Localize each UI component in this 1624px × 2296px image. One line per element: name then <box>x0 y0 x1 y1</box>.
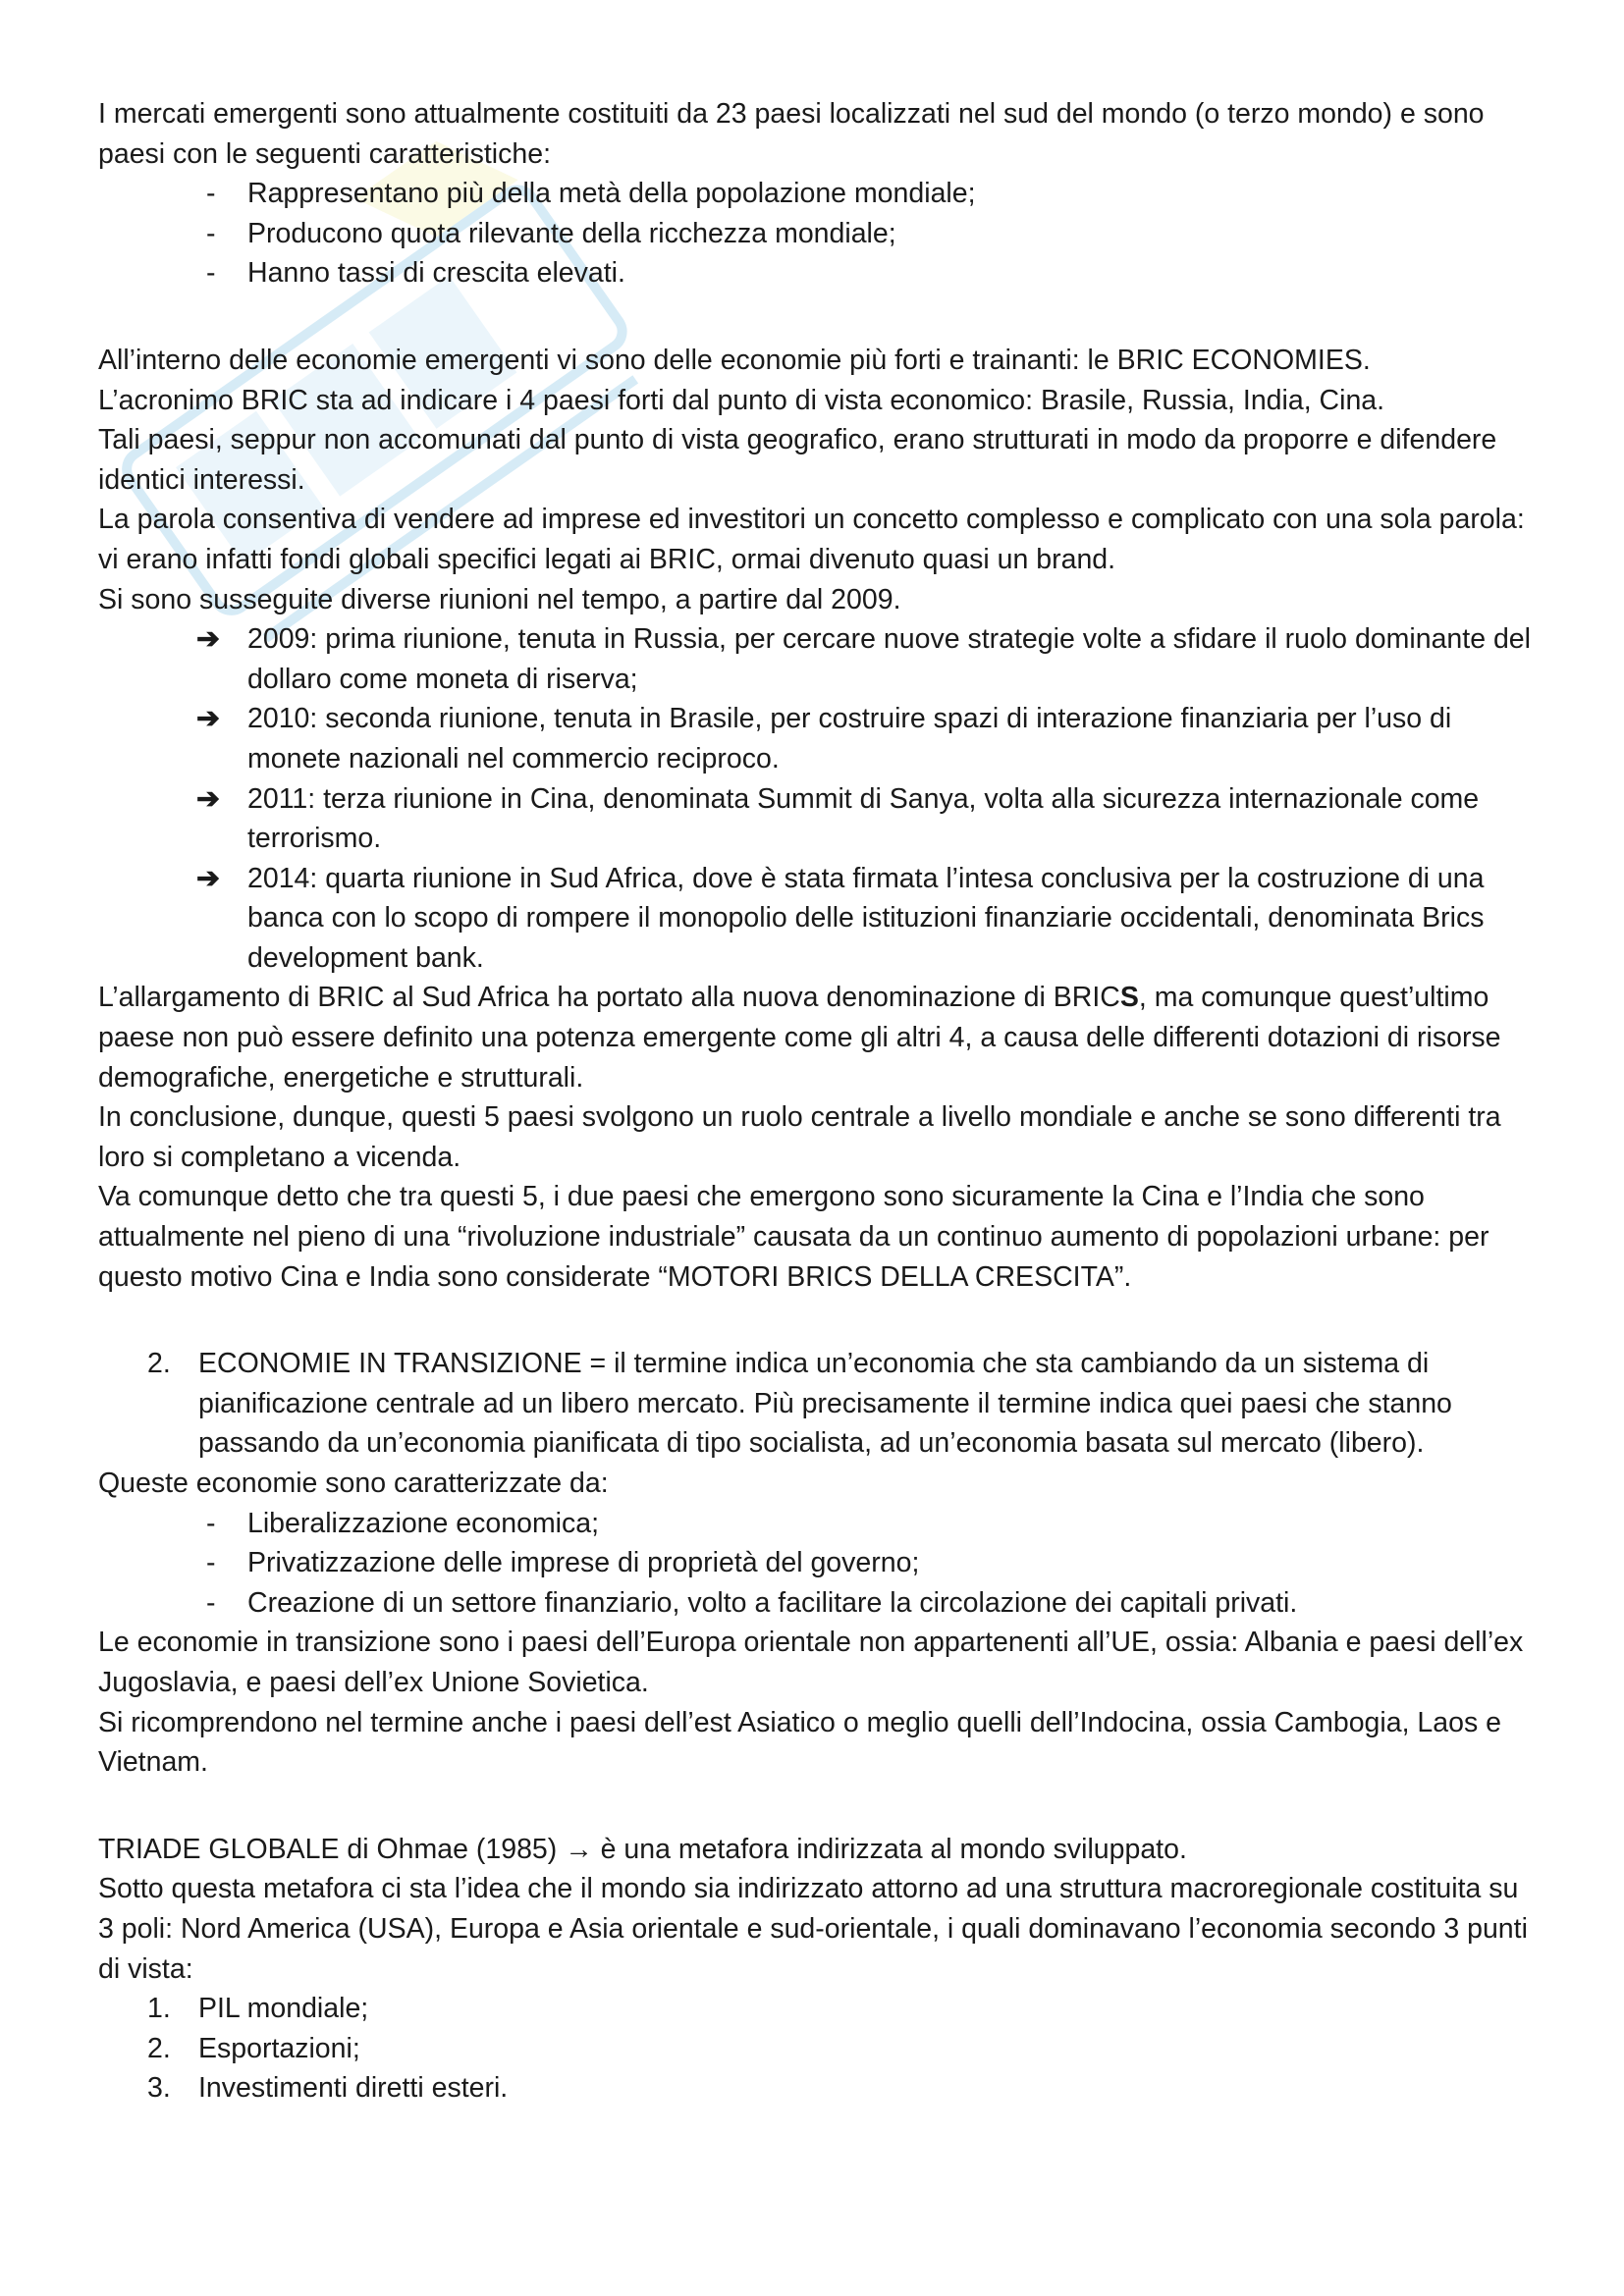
dash-marker: - <box>206 1586 216 1619</box>
document-body <box>98 94 1542 2109</box>
list-item: 2. ECONOMIE IN TRANSIZIONE = il termine indica un’economia che sta cambiando da un sistema di pianificazione centrale ad un libero mercato. Più precisamente il termine indica quei paesi che stanno passando da un’economia pianificata di tipo socialista, ad un’economia basata sul mercato (libero). <box>98 1344 1542 1464</box>
triad-description-paragraph: Sotto questa metafora ci sta l’idea che il mondo sia indirizzato attorno ad una struttura macroregionale costituita su 3 poli: Nord America (USA), Europa e Asia orientale e sud-orientale, i quali dominavano l’economia secondo 3 punti di vista: <box>98 1873 1528 1985</box>
triad-points-list <box>98 1989 1542 2109</box>
list-item: - Hanno tassi di crescita elevati. <box>98 253 1542 294</box>
arrow-icon: ➔ <box>196 623 220 656</box>
transition-intro: Queste economie sono caratterizzate da: <box>98 1468 609 1499</box>
dash-marker: - <box>206 1507 216 1539</box>
transition-section <box>98 1344 1542 1464</box>
list-number: 2. <box>147 2032 171 2064</box>
brics-growth-paragraph: Va comunque detto che tra questi 5, i due paesi che emergono sono sicuramente la Cina e l’India che sono attualmente nel pieno di una “rivoluzione industriale” causata da un continuo aumento di popolazioni urbane: per questo motivo Cina e India sono considerate “MOTORI BRICS DELLA CRESCITA”. <box>98 1181 1489 1293</box>
triad-title-paragraph: TRIADE GLOBALE di Ohmae (1985) → è una metafora indirizzata al mondo sviluppato. <box>98 1833 1187 1865</box>
list-item: ➔ 2009: prima riunione, tenuta in Russia, per cercare nuove strategie volte a sfidare il ruolo dominante del dollaro come moneta di riserva; <box>98 619 1542 699</box>
bric-geography-paragraph: Tali paesi, seppur non accomunati dal punto di vista geografico, erano strutturati in modo da proporre e difendere identici interessi. <box>98 424 1497 496</box>
dash-marker: - <box>206 217 216 249</box>
list-item: 2. Esportazioni; <box>98 2029 1542 2069</box>
list-item: ➔ 2010: seconda riunione, tenuta in Brasile, per costruire spazi di interazione finanziaria per l’uso di monete nazionali nel commercio reciproco. <box>98 699 1542 778</box>
intro-paragraph: I mercati emergenti sono attualmente costituiti da 23 paesi localizzati nel sud del mondo (o terzo mondo) e sono paesi con le seguenti caratteristiche: <box>98 98 1485 170</box>
bric-brand-paragraph: La parola consentiva di vendere ad imprese ed investitori un concetto complesso e complicato con una sola parola: vi erano infatti fondi globali specifici legati ai BRIC, ormai divenuto quasi un brand. <box>98 504 1525 575</box>
list-item: 1. PIL mondiale; <box>98 1989 1542 2029</box>
list-item: ➔ 2014: quarta riunione in Sud Africa, dove è stata firmata l’intesa conclusiva per la costruzione di una banca con lo scopo di rompere il monopolio delle istituzioni finanziarie occidentali, denominata Brics development bank. <box>98 859 1542 979</box>
arrow-icon: ➔ <box>196 703 220 735</box>
list-item: - Creazione di un settore finanziario, volto a facilitare la circolazione dei capitali privati. <box>98 1583 1542 1624</box>
transition-traits-list <box>98 1504 1542 1624</box>
list-item: - Producono quota rilevante della ricchezza mondiale; <box>98 214 1542 254</box>
brics-enlargement-paragraph: L’allargamento di BRIC al Sud Africa ha portato alla nuova denominazione di BRICS, ma comunque quest’ultimo paese non può essere definito una potenza emergente come gli altri 4, a causa delle differenti dotazioni di risorse demografiche, energetiche e strutturali. <box>98 982 1501 1094</box>
bric-paragraph: All’interno delle economie emergenti vi sono delle economie più forti e trainanti: le BRIC ECONOMIES. <box>98 344 1371 376</box>
dash-marker: - <box>206 1547 216 1579</box>
bric-acronym-paragraph: L’acronimo BRIC sta ad indicare i 4 paesi forti dal punto di vista economico: Brasile, Russia, India, Cina. <box>98 384 1385 416</box>
bric-meetings-list <box>98 619 1542 978</box>
arrow-icon: ➔ <box>196 862 220 894</box>
list-item: ➔ 2011: terza riunione in Cina, denominata Summit di Sanya, volta alla sicurezza internazionale come terrorismo. <box>98 779 1542 859</box>
dash-marker: - <box>206 178 216 210</box>
list-number: 1. <box>147 1993 171 2025</box>
bric-meetings-intro: Si sono susseguite diverse riunioni nel tempo, a partire dal 2009. <box>98 583 901 615</box>
list-item: - Liberalizzazione economica; <box>98 1504 1542 1544</box>
list-item: - Privatizzazione delle imprese di proprietà del governo; <box>98 1543 1542 1583</box>
arrow-icon: ➔ <box>196 782 220 815</box>
list-item: 3. Investimenti diretti esteri. <box>98 2068 1542 2109</box>
list-number: 2. <box>147 1348 171 1380</box>
dash-marker: - <box>206 257 216 290</box>
transition-asia-paragraph: Si ricomprendono nel termine anche i paesi dell’est Asiatico o meglio quelli dell’Indocina, ossia Cambogia, Laos e Vietnam. <box>98 1706 1501 1779</box>
list-item: - Rappresentano più della metà della popolazione mondiale; <box>98 174 1542 214</box>
brics-conclusion-paragraph: In conclusione, dunque, questi 5 paesi svolgono un ruolo centrale a livello mondiale e anche se sono differenti tra loro si completano a vicenda. <box>98 1101 1501 1173</box>
list-number: 3. <box>147 2072 171 2105</box>
transition-countries-paragraph: Le economie in transizione sono i paesi dell’Europa orientale non appartenenti all’UE, ossia: Albania e paesi dell’ex Jugoslavia, e paesi dell’ex Unione Sovietica. <box>98 1627 1524 1698</box>
emerging-features-list <box>98 174 1542 294</box>
